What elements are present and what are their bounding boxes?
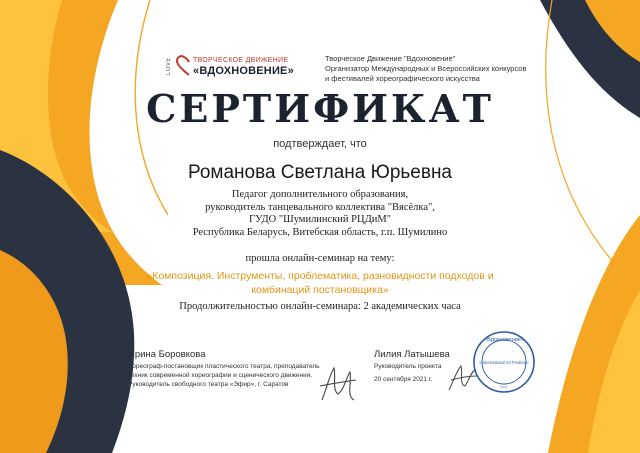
recipient-position: [0, 189, 640, 239]
logo-side-text: LOVE: [166, 57, 172, 76]
stamp-center-text: «International Art Festival»: [479, 360, 529, 365]
organizer-line: Творческое Движение "Вдохновение": [325, 54, 456, 63]
signer-right-role: Руководитель проекта: [374, 363, 442, 370]
certificate-title: СЕРТИФИКАТ: [146, 86, 494, 131]
official-stamp: [472, 330, 536, 394]
signature-left: [128, 349, 328, 389]
theme-line: комбинаций постановщика»: [251, 284, 389, 296]
seminar-theme: [0, 269, 640, 297]
organizer-line: Организатор Международных и Всероссийских конкурсов: [325, 64, 527, 73]
signer-left-role: Хореограф-постановщик пластического театра, преподаватель: [128, 363, 320, 370]
recipient-name: Романова Светлана Юрьевна: [187, 162, 452, 183]
stamp-top-text: «Вдохновение»: [484, 337, 524, 343]
signer-right-name: Лилия Латышева: [374, 349, 450, 360]
signature-right: [374, 349, 450, 371]
position-line: руководитель танцевального коллектива "Вясёлка",: [205, 201, 435, 213]
stamp-bottom-text: LLC: [500, 384, 508, 389]
duration-text: Продолжительностью онлайн-семинара: 2 академических часа: [179, 301, 461, 312]
logo-top-text: ТВОРЧЕСКОЕ ДВИЖЕНИЕ: [193, 57, 289, 64]
organizer-info: [325, 54, 526, 84]
logo-main-text: «ВДОХНОВЕНИЕ»: [193, 65, 294, 77]
position-line: Педагог дополнительного образования,: [231, 189, 409, 200]
signature-date: 20 сентября 2021 г.: [374, 376, 433, 383]
position-line: ГУДО "Шумилинский РЦДиМ": [249, 214, 391, 225]
signer-left-role: Руководитель свободного театра «Эфир», г. Саратов: [128, 381, 289, 388]
completed-text: прошла онлайн-семинар на тему:: [245, 253, 395, 264]
organizer-line: и фестивалей хореографического искусства: [325, 74, 480, 83]
position-line: Республика Беларусь, Витебская область, г.п. Шумилино: [192, 226, 448, 238]
confirms-text: подтверждает, что: [273, 138, 367, 150]
signer-left-role: техник современной хореографии и сценического движения,: [128, 372, 313, 379]
signer-left-name: Ирина Боровкова: [128, 349, 206, 360]
signature-scribble-left: [316, 360, 358, 406]
theme-line: «Композиция. Инструменты, проблематика, разновидности подходов и: [146, 270, 494, 282]
brand-logo: [166, 53, 296, 79]
